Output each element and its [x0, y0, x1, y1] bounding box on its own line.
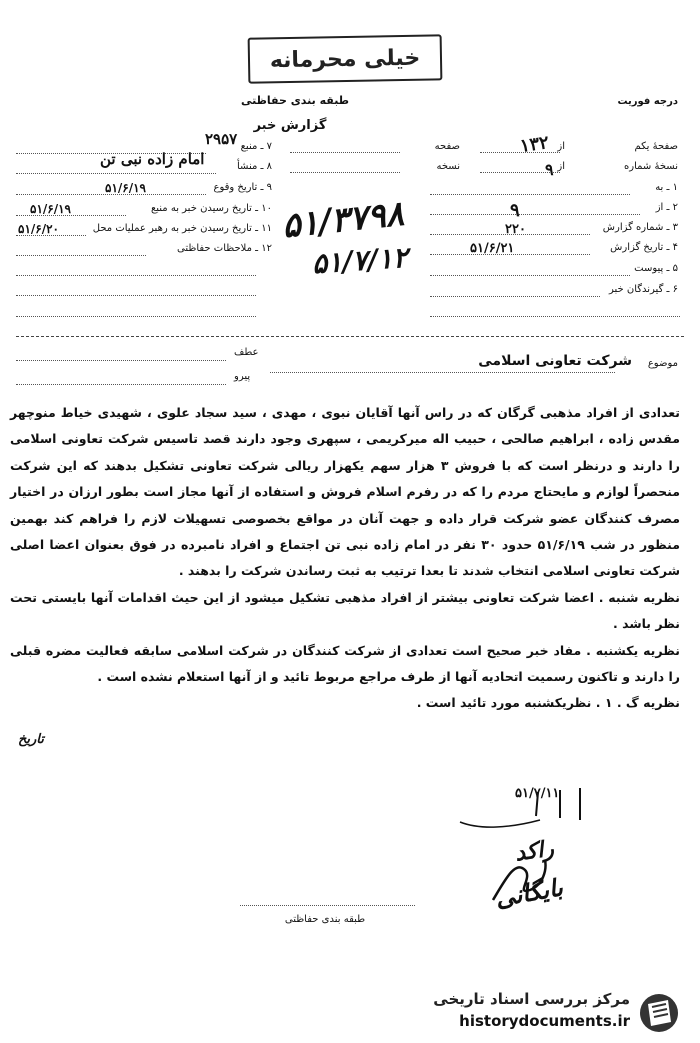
- subject-value: شرکت تعاونی اسلامی: [478, 353, 632, 369]
- archive-logo-url: historydocuments.ir: [459, 1012, 630, 1030]
- from-label: ۲ ـ از: [655, 202, 678, 213]
- date-to-ops-value: ۵۱/۶/۲۰: [18, 222, 59, 236]
- attachment-label: ۵ ـ پیوست: [634, 263, 678, 274]
- report-number-label: ۳ ـ شماره گزارش: [602, 222, 678, 233]
- occurrence-date-value: ۵۱/۶/۱۹: [105, 181, 146, 195]
- report-title: گزارش خبر: [253, 118, 327, 133]
- classification-label-bottom: طبقه بندی حفاظتی: [284, 914, 366, 925]
- archive-logo: [400, 990, 700, 1040]
- copy-number-label: نسخهٔ شماره: [624, 161, 678, 172]
- archive-logo-title: مرکز بررسی اسناد تاریخی: [433, 990, 630, 1008]
- report-date-value: ۵۱/۶/۲۱: [470, 241, 515, 256]
- page-number-label: صفحهٔ یکم: [634, 141, 678, 152]
- handwritten-scribble-1: ۱۳۲: [518, 132, 551, 157]
- classification-stamp: خیلی محرمانه: [248, 34, 443, 83]
- occurrence-date-label: ۹ ـ تاریخ وقوع: [213, 182, 272, 193]
- report-number-value: ۲۲۰: [505, 222, 526, 237]
- annotation-signature-2: بایگانی: [492, 872, 565, 913]
- handwritten-margin-note: تاریخ: [18, 732, 44, 747]
- handwritten-from-mark: ۹: [510, 200, 520, 221]
- signature-scribble: [485, 840, 555, 910]
- to-label: ۱ ـ به: [655, 182, 678, 193]
- page-unit-label: صفحه: [434, 141, 460, 152]
- body-paragraph-4: نظریه گ . ۱ . نظریکشنبه مورد تائید است .: [416, 695, 680, 711]
- reference-peyro-label: پیرو: [234, 371, 251, 382]
- classification-label-top: طبقه بندی حفاظتی: [240, 94, 350, 107]
- handwritten-scribble-2: ۹: [545, 160, 554, 179]
- report-body: [10, 400, 680, 717]
- subject-label: موضوع: [647, 358, 678, 369]
- body-paragraph-1: تعدادی از افراد مذهبی گرگان که در راس آنها آقایان نبوی ، مهدی ، سید سجاد علوی ، شهیدی خیاط منوچهر مقدس زاده ، ابراهیم صالحی ، حبیب اله میرکریمی ، سپهری وجود دارند قصد تاسیس شرکت تعاونی اسلامی را دارند و درنظر است که با فروش ۳ هزار سهم یکهزار ریالی شرکت تعاونی تشکیل بدهند که این شرکت منحصراً لوازم و مایحتاج مردم را که در رفرم اسلام فروش و استفاده از آنها مجاز است بطور ارزان در اختیار مصرف کنندگان عضو شرکت قرار داده و جهت آنان در مواقع بخصوصی تسهیلات لازم را فراهم کند بهمین منظور در شب ۵۱/۶/۱۹ حدود ۳۰ نفر در امام زاده نبی تن اجتماع و افراد نامبرده در فوق بعنوان اعضا اصلی شرکت تعاونی اسلامی انتخاب شدند تا بعدا ترتیب به ثبت رساندن شرکت را بدهند .: [10, 405, 680, 579]
- report-date-label: ۴ ـ تاریخ گزارش: [610, 242, 678, 253]
- annotation-signature-1: راکد: [513, 835, 556, 867]
- copy-unit-label: نسخه: [436, 161, 460, 172]
- origin-value: امام زاده نبی تن: [100, 150, 205, 168]
- archive-emblem-icon: [638, 992, 680, 1034]
- date-to-source-label: ۱۰ ـ تاریخ رسیدن خبر به منبع: [150, 203, 272, 214]
- body-paragraph-3: نظریه یکشنبه . مفاد خبر صحیح است تعدادی از شرکت کنندگان در شرکت اسلامی سابقه فعالیت مضره قبلی را دارند و تاکنون رسمیت اتحادیه آنها از طرف مراجع مربوط تائید و از آنها استعلام نشده است .: [10, 642, 680, 685]
- date-to-source-value: ۵۱/۶/۱۹: [30, 202, 71, 216]
- recipients-label: ۶ ـ گیرندگان خبر: [608, 284, 678, 295]
- source-value: ۲۹۵۷: [205, 130, 238, 148]
- handwritten-file-date: ۵۱/۷/۱۲: [310, 240, 409, 281]
- urgency-label: درجه فوریت: [617, 96, 678, 107]
- handwritten-file-number: ۵۱/۳۷۹۸: [280, 193, 406, 247]
- source-label: ۷ ـ منبع: [240, 141, 272, 152]
- reference-atf-label: عطف: [234, 347, 259, 358]
- copy-of-label: از: [557, 161, 565, 172]
- annotation-date: ۵۱/۷/۱۱: [515, 786, 560, 801]
- origin-label: ۸ ـ منشأ: [236, 161, 272, 172]
- body-paragraph-2: نظریه شنبه . اعضا شرکت تعاونی بیشتر از افراد مذهبی تشکیل میشود از این حیث اقدامات آنها بایستی تحت نظر باشد .: [10, 589, 680, 632]
- page-of-label: از: [557, 141, 565, 152]
- date-to-ops-label: ۱۱ ـ تاریخ رسیدن خبر به رهبر عملیات محل: [92, 223, 272, 234]
- security-notes-label: ۱۲ ـ ملاحظات حفاظتی: [177, 243, 272, 254]
